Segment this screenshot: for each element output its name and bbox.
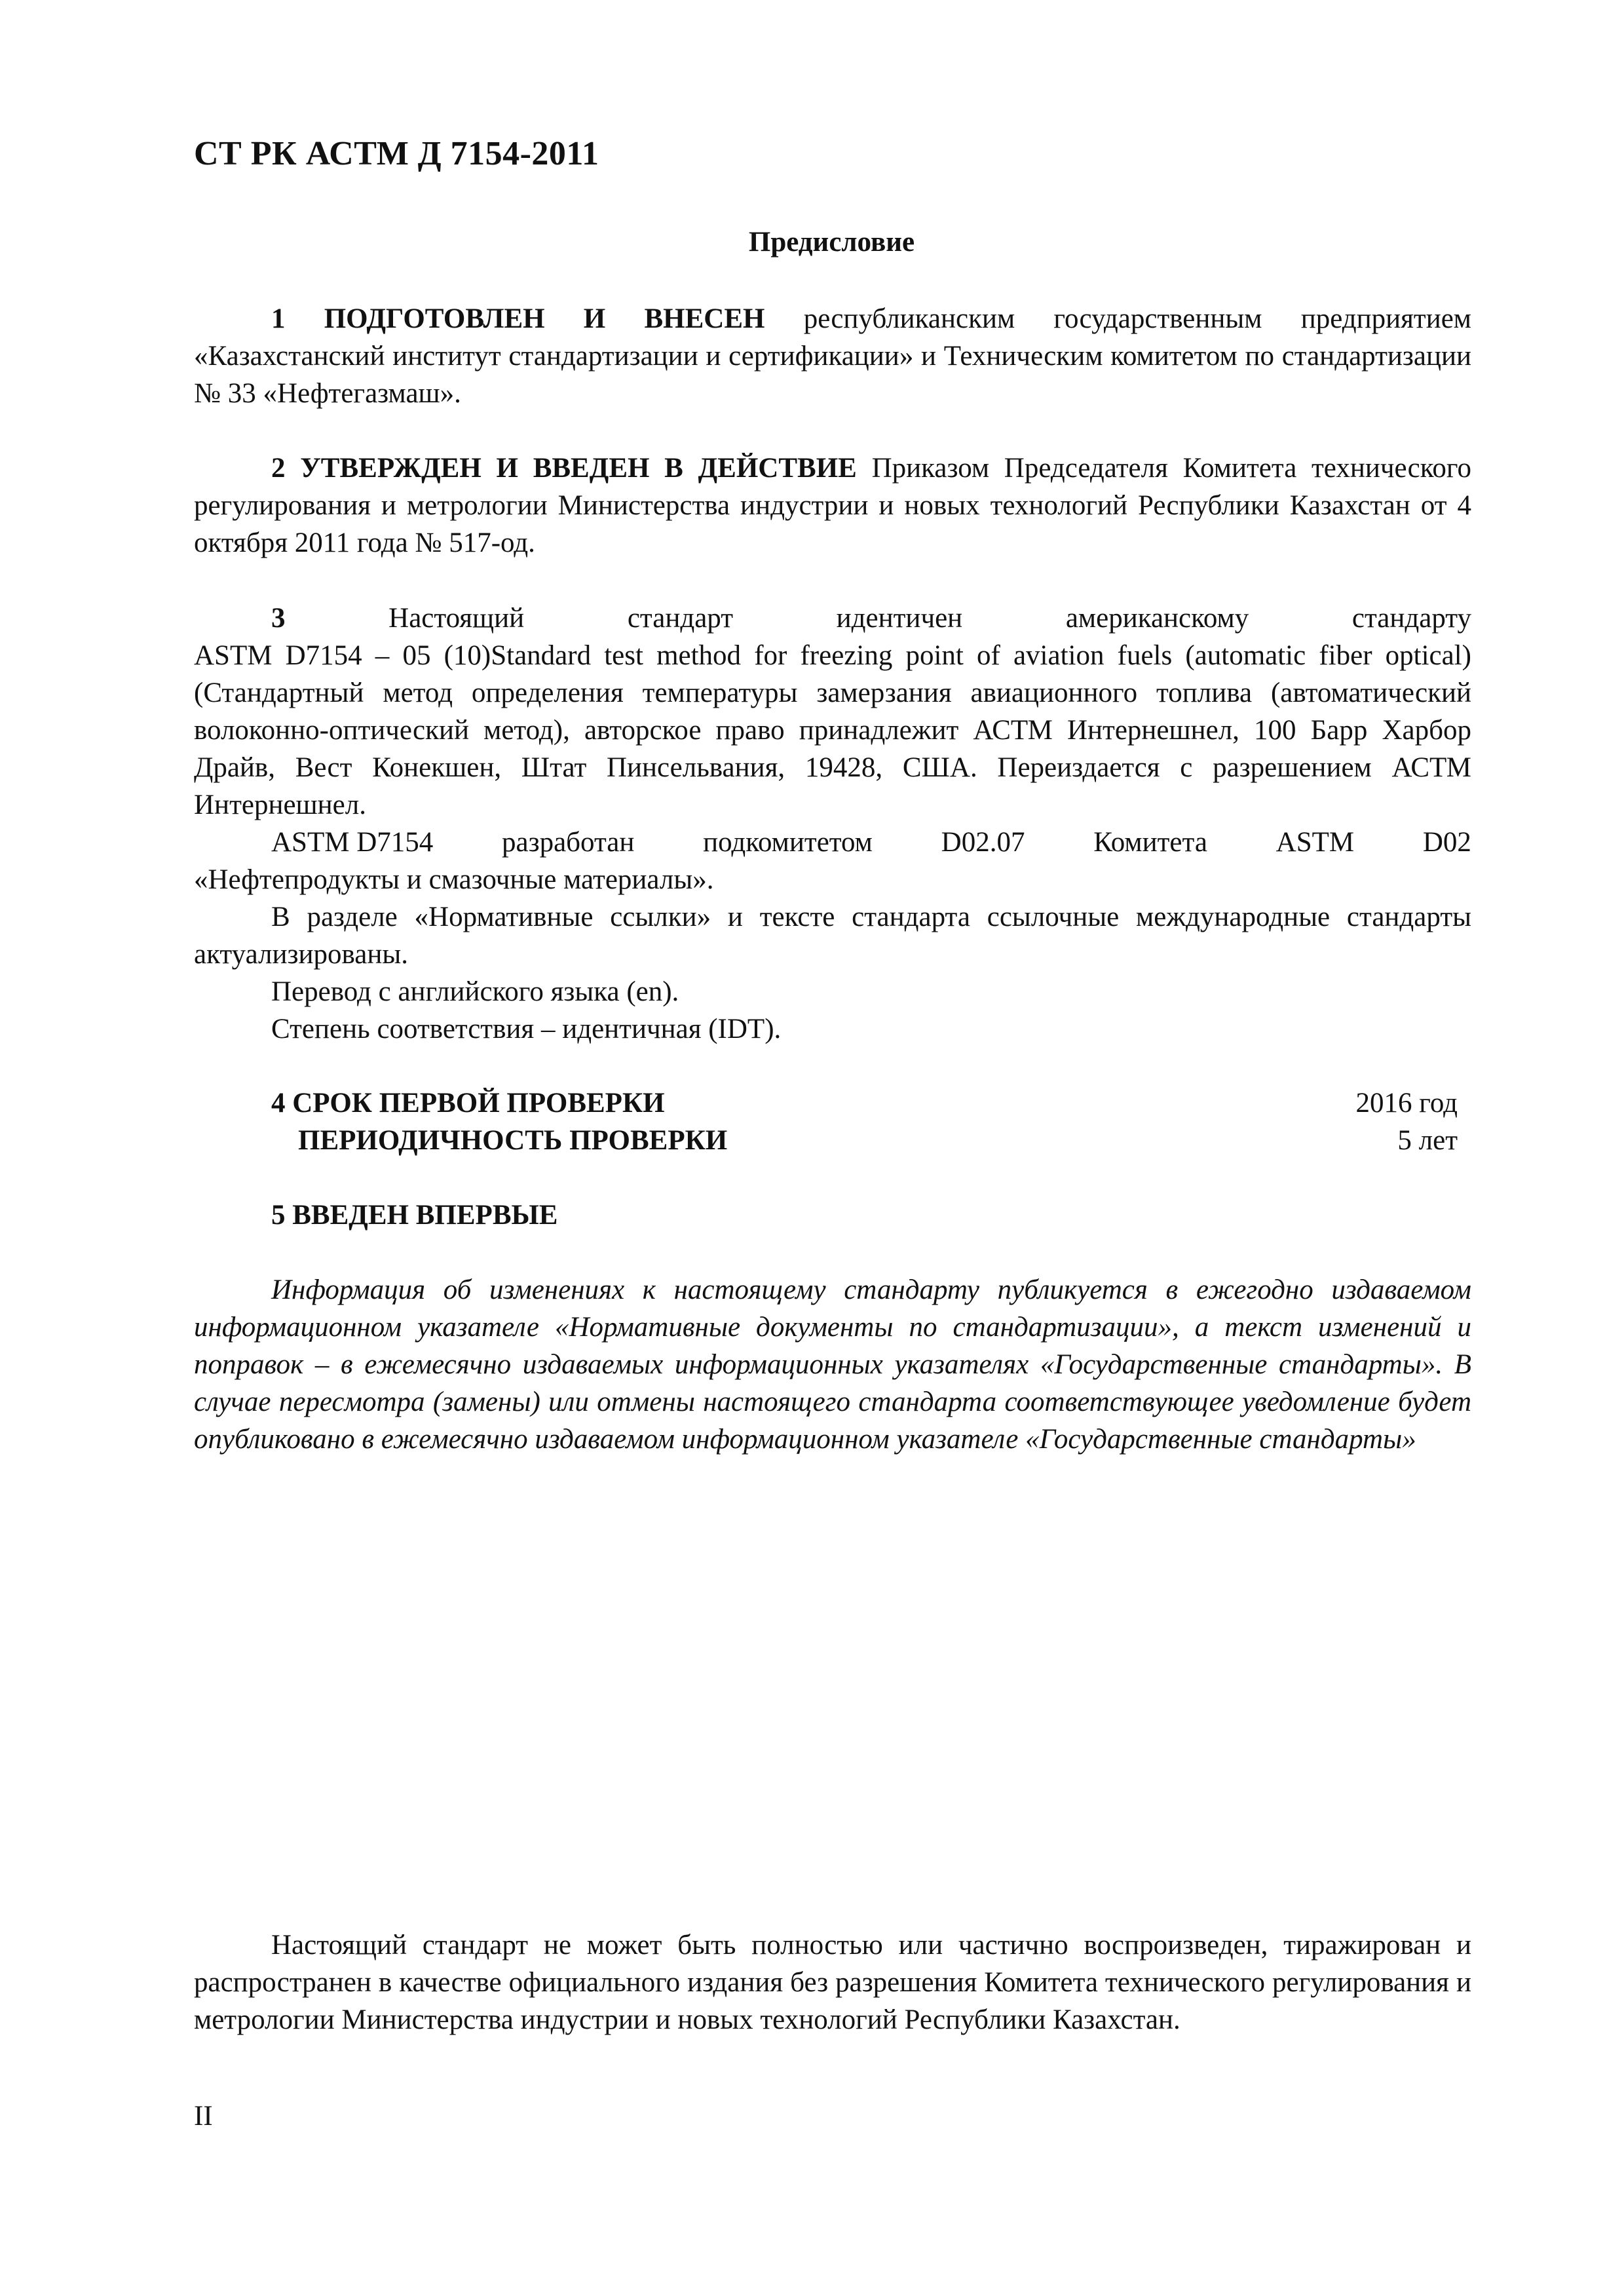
section-2-text: Приказом Председателя Комитета технического регулирования и метрологии Министерства индустрии и новых технологий Республики Казахстан от 4 октября 2011 года № 517-од. [194, 453, 1471, 558]
section-2-lead: 2 УТВЕРЖДЕН И ВВЕДЕН В ДЕЙСТВИЕ [271, 453, 857, 484]
developer-word-7: D02 [1422, 827, 1471, 858]
developer-word-4: D02.07 [941, 827, 1025, 858]
developer-word-2: разработан [502, 827, 635, 858]
developer-word-3: подкомитетом [703, 827, 873, 858]
section-3-developer-rest [194, 861, 1471, 898]
section-1 [194, 300, 1471, 412]
section-3-first-line [194, 600, 1471, 637]
developer-word-6: ASTM [1275, 827, 1355, 858]
first-introduced-label: 5 ВВЕДЕН ВПЕРВЫЕ [271, 1200, 558, 1231]
degree-note: Степень соответствия – идентичная (IDT). [271, 1014, 782, 1044]
notice-text: Настоящий стандарт не может быть полностью или частично воспроизведен, тиражирован и распространен в качестве официального издания без разрешения Комитета технического регулирования и метрологии Министерства индустрии и новых технологий Республики Казахстан. [194, 1930, 1471, 2035]
standard-code: СТ РК АСТМ Д 7154-2011 [194, 135, 599, 172]
section-1-lead: 1 ПОДГОТОВЛЕН И ВНЕСЕН [271, 303, 765, 334]
developer-word-5: Комитета [1093, 827, 1207, 858]
first-check-value: 2016 год [1355, 1088, 1458, 1119]
info-text: Информация об изменениях к настоящему стандарту публикуется в ежегодно издаваемом информационном указателе «Нормативные документы по стандартизации», а текст изменений и поправок – в ежемесячно издаваемых информационных указателях «Государственные стандарты». В случае пересмотра (замены) или отмены настоящего стандарта соответствующее уведомление будет опубликовано в ежемесячно издаваемом информационном указателе «Государственные стандарты» [194, 1274, 1471, 1455]
references-text: В разделе «Нормативные ссылки» и тексте стандарта ссылочные международные стандарты актуализированы. [194, 902, 1471, 970]
section-3-word-1: Настоящий [388, 603, 525, 634]
periodicity-label: ПЕРИОДИЧНОСТЬ ПРОВЕРКИ [298, 1125, 728, 1156]
section-3-word-4: американскому [1065, 603, 1249, 634]
section-3-word-2: стандарт [627, 603, 734, 634]
section-3-references [194, 898, 1471, 973]
section-3-word-5: стандарту [1351, 603, 1471, 634]
page-number: II [194, 2101, 213, 2132]
section-2 [194, 450, 1471, 562]
section-3-number: 3 [271, 603, 286, 634]
section-3-text: ASTM D7154 – 05 (10)Standard test method for freezing point of aviation fuels (automatic fiber optical) (Стандартный метод определения температуры замерзания авиационного топлива (автоматический волоконно-оптический метод), авторское право принадлежит АСТМ Интернешнел, 100 Барр Харбор Драйв, Вест Конекшен, Штат Пинсельвания, 19428, США. Переиздается с разрешением АСТМ Интернешнел. [194, 640, 1471, 820]
info-paragraph [194, 1271, 1471, 1458]
notice-paragraph [194, 1926, 1471, 2038]
section-3-body [194, 637, 1471, 824]
developer-word-1: ASTM D7154 [271, 827, 434, 858]
section-1-text: республиканским государственным предприятием «Казахстанский институт стандартизации и сертификации» и Техническим комитетом по стандартизации № 33 «Нефтегазмаш». [194, 303, 1472, 409]
first-check-label: 4 СРОК ПЕРВОЙ ПРОВЕРКИ [271, 1088, 665, 1119]
section-3-developer-line [194, 824, 1471, 861]
translation-note: Перевод с английского языка (en). [271, 976, 679, 1007]
section-3-word-3: идентичен [836, 603, 963, 634]
periodicity-value: 5 лет [1397, 1125, 1458, 1156]
developer-rest-text: «Нефтепродукты и смазочные материалы». [194, 864, 714, 895]
section-title: Предисловие [748, 227, 915, 258]
